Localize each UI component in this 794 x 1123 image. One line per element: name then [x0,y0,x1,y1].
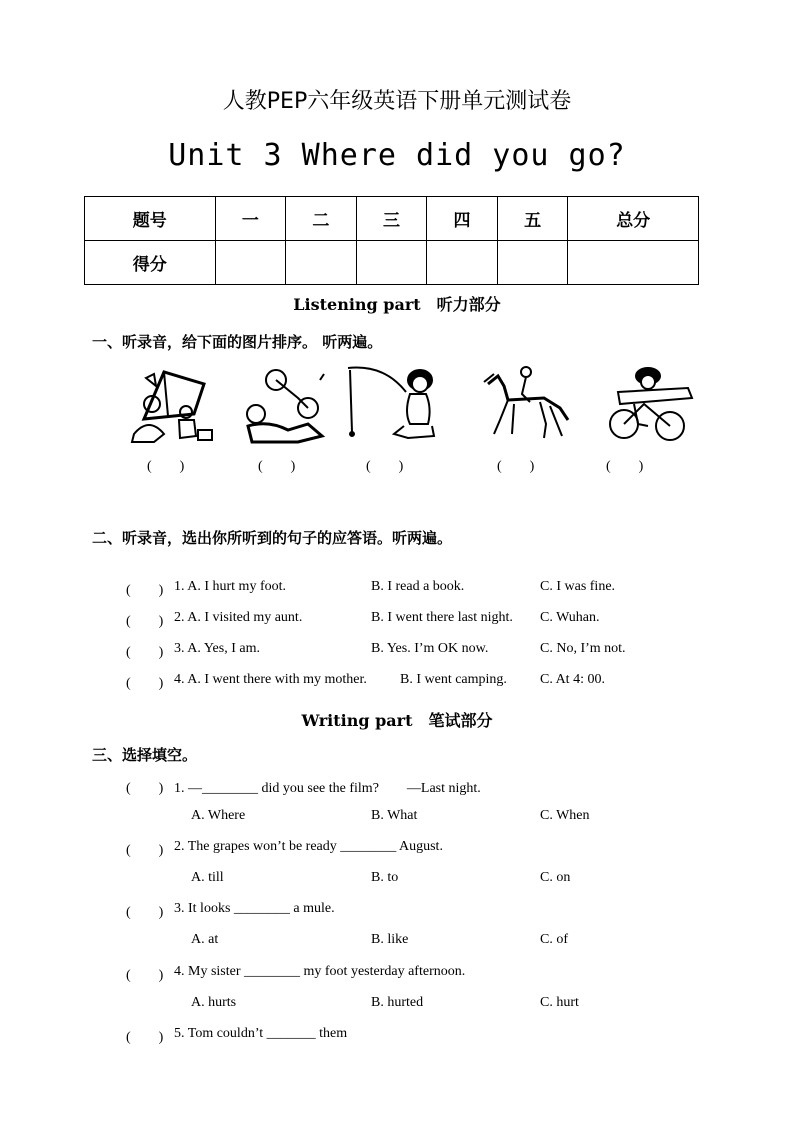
option-c: C. of [540,932,568,947]
unit-title: Unit 3 Where did you go? [168,138,626,173]
option-c: C. Wuhan. [540,610,600,625]
answer-blank[interactable]: ( ) [126,645,164,660]
option-c: C. hurt [540,995,579,1010]
answer-blank[interactable]: ( ) [126,614,164,629]
picture-order-blank[interactable]: ( ) [258,459,296,474]
answer-blank[interactable]: ( ) [126,843,164,858]
fallen-bike-picture [238,364,334,446]
score-cell: 一 [215,197,286,241]
picture-order-blank[interactable]: ( ) [606,459,644,474]
score-table-row-header [85,197,699,241]
option-a: A. hurts [191,995,237,1010]
option-c: C. on [540,870,571,885]
picture-order-blank[interactable]: ( ) [366,459,404,474]
score-input-cell[interactable] [427,241,498,285]
score-input-cell[interactable] [215,241,286,285]
question-text: 4. A. I went there with my mother. [174,672,367,687]
question-text: 2. The grapes won’t be ready ________ August. [174,839,443,854]
score-cell: 得分 [85,241,216,285]
option-b: B. I went camping. [400,672,507,687]
answer-blank[interactable]: ( ) [126,968,164,983]
option-c: C. I was fine. [540,579,616,594]
horse-riding-picture [474,364,570,446]
answer-blank[interactable]: ( ) [126,1030,164,1045]
score-cell: 四 [427,197,498,241]
answer-blank[interactable]: ( ) [126,676,164,691]
option-c: C. At 4: 00. [540,672,605,687]
section-2-title: 二、听录音，选出你所听到的句子的应答语。听两遍。 [92,529,453,547]
picture-order-blank[interactable]: ( ) [147,459,185,474]
score-cell: 题号 [85,197,216,241]
score-table-row-score [85,241,699,285]
score-cell: 总分 [568,197,699,241]
answer-blank[interactable]: ( ) [126,905,164,920]
question-text: 5. Tom couldn’t _______ them [174,1026,348,1041]
score-cell: 五 [497,197,568,241]
writing-heading: Writing part 笔试部分 [301,711,493,730]
exam-title: 人教PEP六年级英语下册单元测试卷 [222,89,572,114]
section-1-title: 一、听录音，给下面的图片排序。 听两遍。 [92,333,383,351]
option-a: A. at [191,932,219,947]
score-input-cell[interactable] [286,241,357,285]
question-text: 1. —________ did you see the film? —Last night. [174,781,481,796]
option-b: B. hurted [371,995,424,1010]
option-c: C. No, I’m not. [540,641,626,656]
camping-picture [124,364,220,446]
option-a: A. till [191,870,224,885]
score-input-cell[interactable] [356,241,427,285]
option-b: B. Yes. I’m OK now. [371,641,489,656]
score-cell: 二 [286,197,357,241]
score-input-cell[interactable] [497,241,568,285]
option-b: B. I went there last night. [371,610,513,625]
question-text: 1. A. I hurt my foot. [174,579,286,594]
listening-heading: Listening part 听力部分 [293,295,501,314]
option-a: A. Where [191,808,246,823]
option-b: B. What [371,808,418,823]
option-b: B. to [371,870,399,885]
question-text: 3. A. Yes, I am. [174,641,260,656]
answer-blank[interactable]: ( ) [126,583,164,598]
answer-blank[interactable]: ( ) [126,781,164,796]
fishing-picture [344,364,440,446]
question-text: 3. It looks ________ a mule. [174,901,335,916]
score-input-cell[interactable] [568,241,699,285]
question-text: 4. My sister ________ my foot yesterday afternoon. [174,964,466,979]
question-text: 2. A. I visited my aunt. [174,610,303,625]
bike-riding-picture [604,364,700,446]
picture-order-blank[interactable]: ( ) [497,459,535,474]
option-b: B. I read a book. [371,579,465,594]
option-b: B. like [371,932,409,947]
section-3-title: 三、选择填空。 [92,746,198,764]
score-cell: 三 [356,197,427,241]
score-table [84,196,699,285]
option-c: C. When [540,808,590,823]
